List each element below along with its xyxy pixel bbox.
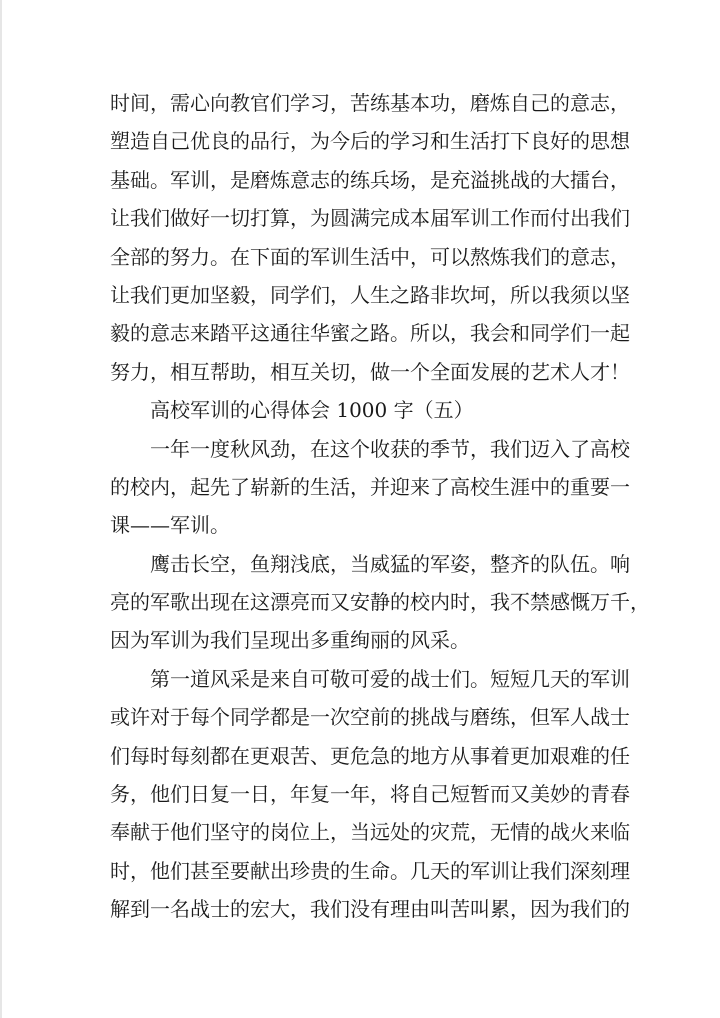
text-line: 因为军训为我们呈现出多重绚丽的风采。 — [110, 628, 470, 653]
text-line: 让我们做好一切打算，为圆满完成本届军训工作而付出我们 — [110, 206, 630, 231]
text-line: 时，他们甚至要献出珍贵的生命。几天的军训让我们深刻理 — [110, 858, 630, 883]
text-line: 一年一度秋风劲，在这个收获的季节，我们迈入了高校 — [150, 436, 630, 461]
text-line: 鹰击长空，鱼翔浅底，当威猛的军姿，整齐的队伍。响 — [150, 551, 630, 576]
text-line: 课——军训。 — [110, 513, 230, 538]
text-line: 基础。军训，是磨炼意志的练兵场，是充溢挑战的大擂台， — [110, 167, 630, 192]
text-line: 或许对于每个同学都是一次空前的挑战与磨练，但军人战士 — [110, 705, 630, 730]
text-line: 的校内，起先了崭新的生活，并迎来了高校生涯中的重要一 — [110, 474, 630, 499]
section-heading: 高校军训的心得体会 1000 字（五） — [150, 398, 474, 423]
text-line: 毅的意志来踏平这通往华蜜之路。所以，我会和同学们一起 — [110, 321, 630, 346]
text-line: 让我们更加坚毅，同学们，人生之路非坎坷，所以我须以坚 — [110, 282, 630, 307]
text-line: 时间，需心向教官们学习，苦练基本功，磨炼自己的意志， — [110, 91, 630, 115]
document-body — [110, 84, 650, 929]
text-line: 塑造自己优良的品行，为今后的学习和生活打下良好的思想 — [110, 129, 630, 154]
text-line: 第一道风采是来自可敬可爱的战士们。短短几天的军训 — [150, 666, 630, 691]
text-line: 务，他们日复一日，年复一年，将自己短暂而又美妙的青春 — [110, 782, 630, 807]
text-line: 们每时每刻都在更艰苦、更危急的地方从事着更加艰难的任 — [110, 743, 630, 768]
text-line: 努力，相互帮助，相互关切，做一个全面发展的艺术人才！ — [110, 359, 630, 384]
text-line: 奉献于他们坚守的岗位上，当远处的灾荒，无情的战火来临 — [110, 820, 630, 845]
text-line: 全部的努力。在下面的军训生活中，可以熬炼我们的意志， — [110, 244, 630, 269]
text-line: 亮的军歌出现在这漂亮而又安静的校内时，我不禁感慨万千， — [110, 590, 650, 615]
page-edge — [0, 0, 2, 1018]
text-line: 解到一名战士的宏大，我们没有理由叫苦叫累，因为我们的 — [110, 897, 630, 922]
